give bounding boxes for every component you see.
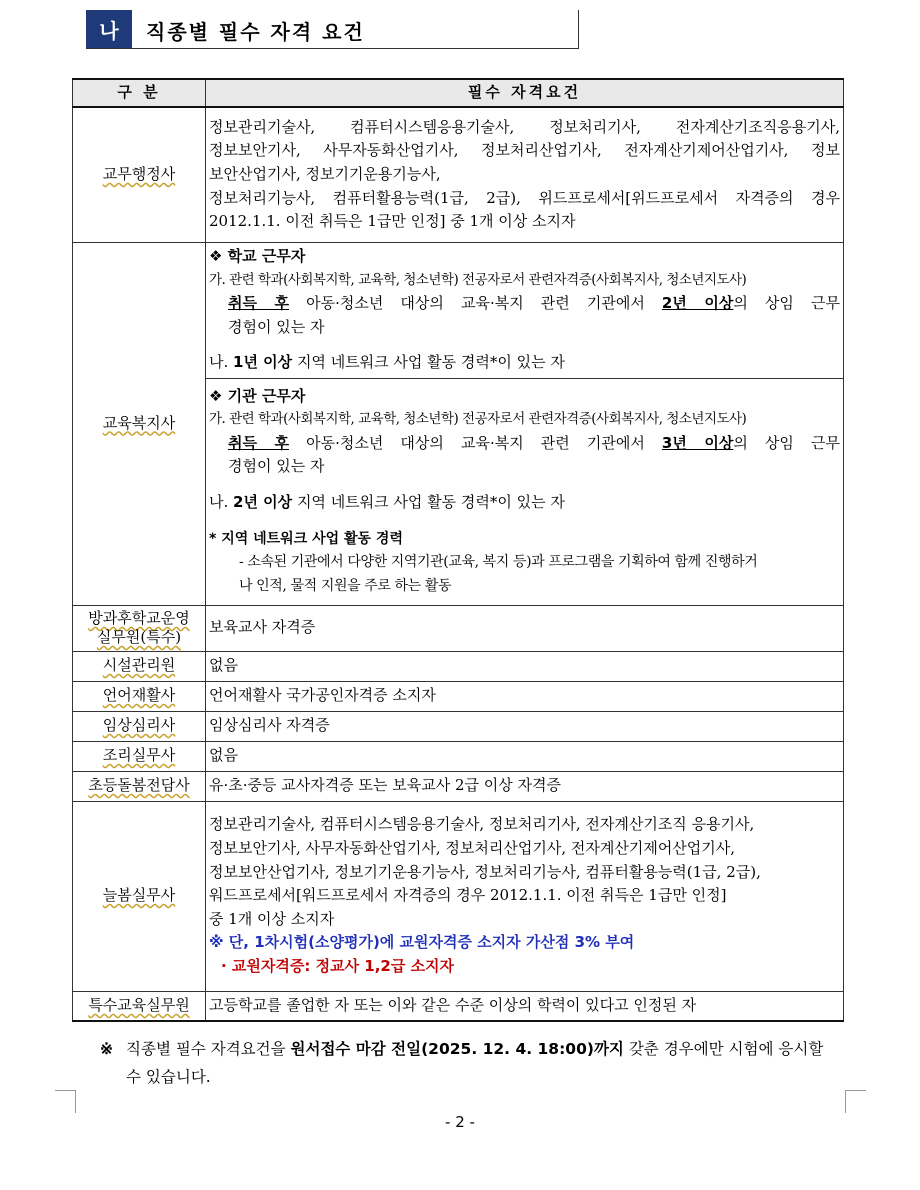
agency-ga-line1: 가. 관련 학과(사회복지학, 교육학, 청소년학) 전공자로서 관련자격증(사회복지사, 청소년지도사) (209, 411, 747, 428)
crop-mark-left (55, 1090, 76, 1113)
req-line: 워드프로세서[워드프로세서 자격증의 경우 2012.1.1. 이전 취득은 1급만 인정] (209, 886, 727, 905)
agency-na-rest: 지역 네트워크 사업 활동 경력*이 있는 자 (292, 493, 565, 511)
school-na-bold: 1년 이상 (233, 353, 293, 372)
category-cook: 조리실무사 (73, 741, 206, 771)
agency-ga-mid: 아동·청소년 대상의 교육·복지 관련 기관에서 (289, 433, 662, 452)
footnote-mark: ※ (100, 1039, 113, 1058)
requirement-care: 유·초·중등 교사자격증 또는 보육교사 2급 이상 자격증 (206, 771, 844, 801)
req-line: 중 1개 이상 소지자 (209, 909, 335, 928)
network-note-line2: 나 인적, 물적 지원을 주로 하는 활동 (239, 577, 452, 594)
table-row-speech (73, 681, 844, 711)
req-line: 정보보안기사, 사무자동화산업기사, 정보처리산업기사, 전자계산기제어산업기사, (209, 839, 736, 858)
table-row-afterschool (73, 605, 844, 651)
footnote-prefix: 직종별 필수 자격요건을 (126, 1040, 291, 1058)
req-line: 보안산업기사, 정보기기운용기능사, (209, 164, 441, 183)
category-facility: 시설관리원 (73, 651, 206, 681)
req-line: 정보관리기술사, 컴퓨터시스템응용기술사, 정보처리기사, 전자계산기조직 응용기사, (209, 815, 755, 834)
section-title: 직종별 필수 자격 요건 (146, 20, 365, 44)
school-ga-line1: 가. 관련 학과(사회복지학, 교육학, 청소년학) 전공자로서 관련자격증(사회복지사, 청소년지도사) (209, 271, 747, 288)
req-line: 정보보안산업기사, 정보기기운용기능사, 정보처리기능사, 컴퓨터활용능력(1급, 2급), (209, 862, 761, 881)
footnote-deadline: 원서접수 마감 전일(2025. 12. 4. 18:00)까지 (290, 1040, 624, 1058)
agency-worker-title: ❖ 기관 근무자 (209, 386, 306, 405)
school-ga-line2 (209, 292, 840, 316)
section-badge: 나 (86, 10, 132, 48)
page-number: - 2 - (445, 1113, 475, 1131)
requirement-afterschool: 보육교사 자격증 (206, 605, 844, 651)
req-line: 2012.1.1. 이전 취득은 1급만 인정] 중 1개 이상 소지자 (209, 212, 576, 231)
category-afterschool-line2: 실무원(특수) (96, 628, 182, 646)
category-clinical: 임상심리사 (73, 711, 206, 741)
header-requirement: 필수 자격요건 (206, 79, 844, 107)
footnote-text (100, 1035, 843, 1091)
qualification-table (72, 78, 844, 1022)
category-afterschool-line1: 방과후학교운영 (88, 609, 190, 627)
agency-ga-bold: 취득 후 (228, 433, 290, 452)
category-welfare: 교육복지사 (73, 242, 206, 605)
table-row-admin (73, 107, 844, 242)
agency-ga-line3: 경험이 있는 자 (228, 457, 325, 476)
school-ga-years: 2년 이상 (661, 294, 734, 313)
requirement-special: 고등학교를 졸업한 자 또는 이와 같은 수준 이상의 학력이 있다고 인정된 자 (206, 991, 844, 1021)
agency-ga-end: 의 상임 근무 (733, 433, 840, 452)
requirement-welfare-agency (206, 378, 844, 605)
category-speech: 언어재활사 (73, 681, 206, 711)
category-care: 초등돌봄전담사 (73, 771, 206, 801)
footnote-suffix: 갖춘 경우에만 시험에 응시할 수 있습니다. (126, 1040, 824, 1086)
footnote (100, 1035, 843, 1091)
table-row-welfare (73, 242, 844, 378)
req-line: 정보보안기사, 사무자동화산업기사, 정보처리산업기사, 전자계산기제어산업기사, 정보 (209, 141, 840, 160)
bonus-subnote: · 교원자격증: 정교사 1,2급 소지자 (221, 956, 455, 975)
network-note-line1: - 소속된 기관에서 다양한 지역기관(교육, 복지 등)과 프로그램을 기획하여 함께 진행하거 (239, 554, 758, 571)
requirement-facility: 없음 (206, 651, 844, 681)
school-ga-line3: 경험이 있는 자 (228, 317, 325, 336)
header-category: 구 분 (73, 79, 206, 107)
category-neulbom: 늘봄실무사 (73, 801, 206, 991)
category-admin: 교무행정사 (73, 107, 206, 242)
table-row-special (73, 991, 844, 1021)
table-row-neulbom (73, 801, 844, 991)
table-row-clinical (73, 711, 844, 741)
agency-na-bold: 2년 이상 (233, 493, 293, 511)
table-header-row (73, 79, 844, 107)
agency-ga-years: 3년 이상 (661, 433, 734, 452)
requirement-speech: 언어재활사 국가공인자격증 소지자 (206, 681, 844, 711)
req-line: 정보처리기능사, 컴퓨터활용능력(1급, 2급), 위드프로세서[위드프로세서 자격증의 경우 (209, 188, 840, 207)
school-na-rest: 지역 네트워크 사업 활동 경력*이 있는 자 (292, 353, 565, 372)
school-ga-bold: 취득 후 (228, 294, 290, 313)
school-ga-end: 의 상임 근무 (733, 294, 840, 313)
table-row-care (73, 771, 844, 801)
school-worker-title: ❖ 학교 근무자 (209, 247, 306, 266)
category-special: 특수교육실무원 (73, 991, 206, 1021)
req-line: 정보관리기술사, 컴퓨터시스템응용기술사, 정보처리기사, 전자계산기조직응용기사, (209, 117, 840, 136)
requirement-admin (206, 107, 844, 242)
agency-ga-line2 (209, 432, 840, 456)
requirement-neulbom (206, 801, 844, 991)
table-row-cook (73, 741, 844, 771)
requirement-cook: 없음 (206, 741, 844, 771)
school-ga-mid: 아동·청소년 대상의 교육·복지 관련 기관에서 (289, 294, 662, 313)
section-header (86, 10, 579, 49)
crop-mark-right (845, 1090, 866, 1113)
category-afterschool (73, 605, 206, 651)
school-na-prefix: 나. (209, 353, 234, 372)
network-note-title: * 지역 네트워크 사업 활동 경력 (209, 530, 403, 547)
bonus-note: ※ 단, 1차시험(소양평가)에 교원자격증 소지자 가산점 3% 부여 (209, 933, 635, 952)
school-na-line (209, 353, 565, 371)
agency-na-prefix: 나. (209, 493, 234, 511)
requirement-clinical: 임상심리사 자격증 (206, 711, 844, 741)
table-row-facility (73, 651, 844, 681)
agency-na-line (209, 493, 565, 511)
requirement-welfare-school (206, 242, 844, 378)
